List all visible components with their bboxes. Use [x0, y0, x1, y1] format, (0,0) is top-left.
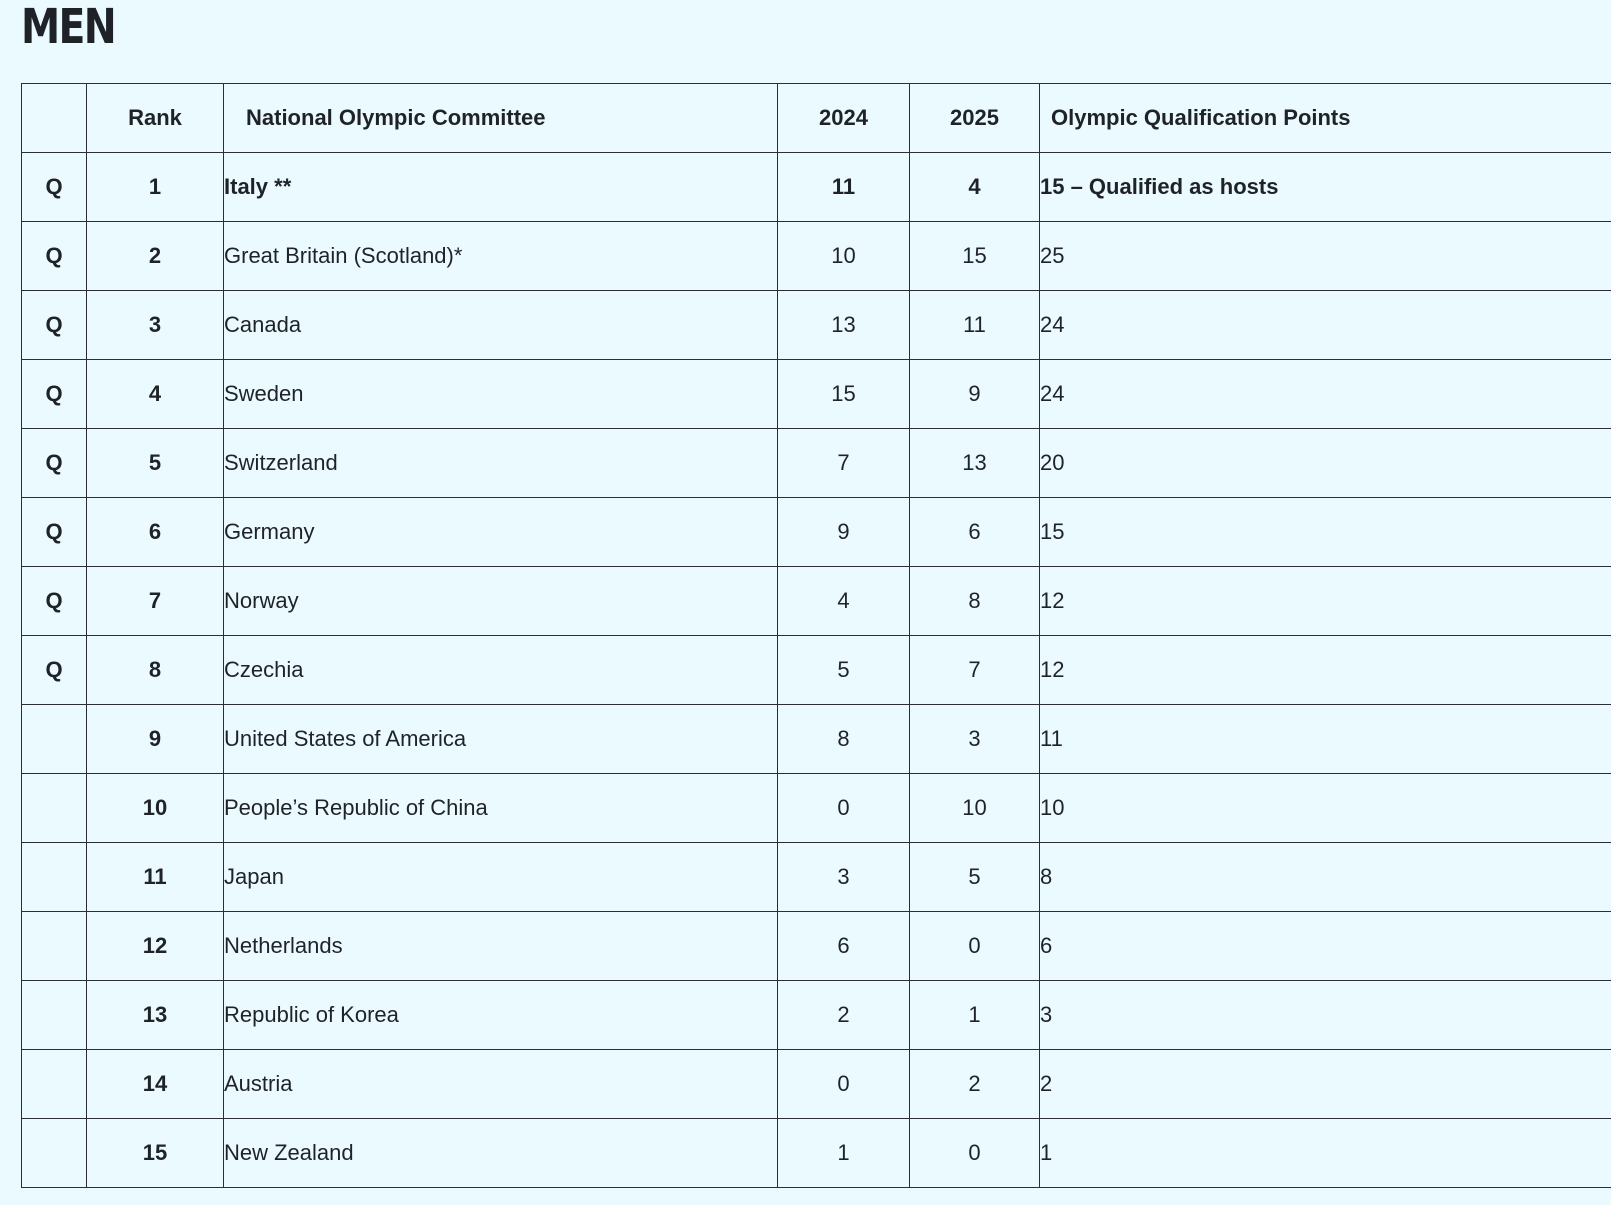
noc-cell: Netherlands	[224, 912, 778, 981]
points-2024-cell: 11	[778, 153, 910, 222]
qualified-cell	[22, 912, 87, 981]
header-points: Olympic Qualification Points	[1040, 84, 1611, 153]
total-points-cell: 6	[1040, 912, 1611, 981]
rank-cell: 9	[87, 705, 224, 774]
noc-cell: Japan	[224, 843, 778, 912]
total-points-cell: 15 – Qualified as hosts	[1040, 153, 1611, 222]
table-row	[22, 291, 1611, 360]
points-2025-cell: 13	[910, 429, 1040, 498]
header-rank: Rank	[87, 84, 224, 153]
table-row	[22, 1050, 1611, 1119]
qualified-cell: Q	[22, 636, 87, 705]
rank-cell: 14	[87, 1050, 224, 1119]
rank-cell: 3	[87, 291, 224, 360]
table-row	[22, 705, 1611, 774]
points-2024-cell: 7	[778, 429, 910, 498]
points-2024-cell: 1	[778, 1119, 910, 1188]
table-row	[22, 774, 1611, 843]
points-2025-cell: 0	[910, 912, 1040, 981]
total-points-cell: 1	[1040, 1119, 1611, 1188]
points-2024-cell: 0	[778, 774, 910, 843]
qualified-cell: Q	[22, 429, 87, 498]
noc-cell: People’s Republic of China	[224, 774, 778, 843]
points-2025-cell: 4	[910, 153, 1040, 222]
total-points-cell: 24	[1040, 291, 1611, 360]
rank-cell: 1	[87, 153, 224, 222]
table-row	[22, 843, 1611, 912]
points-2024-cell: 9	[778, 498, 910, 567]
header-qualified	[22, 84, 87, 153]
qualified-cell	[22, 1050, 87, 1119]
header-2025: 2025	[910, 84, 1040, 153]
header-row	[22, 84, 1611, 153]
table-row	[22, 429, 1611, 498]
total-points-cell: 24	[1040, 360, 1611, 429]
noc-cell: Austria	[224, 1050, 778, 1119]
qualified-cell	[22, 981, 87, 1050]
total-points-cell: 12	[1040, 567, 1611, 636]
table-row	[22, 567, 1611, 636]
page-title: MEN	[21, 0, 116, 55]
total-points-cell: 10	[1040, 774, 1611, 843]
points-2025-cell: 8	[910, 567, 1040, 636]
noc-cell: Canada	[224, 291, 778, 360]
qualified-cell: Q	[22, 567, 87, 636]
points-2025-cell: 9	[910, 360, 1040, 429]
noc-cell: Sweden	[224, 360, 778, 429]
noc-cell: Germany	[224, 498, 778, 567]
header-2024: 2024	[778, 84, 910, 153]
table-row	[22, 912, 1611, 981]
points-2025-cell: 5	[910, 843, 1040, 912]
total-points-cell: 15	[1040, 498, 1611, 567]
qualified-cell	[22, 843, 87, 912]
rank-cell: 4	[87, 360, 224, 429]
noc-cell: Norway	[224, 567, 778, 636]
points-2024-cell: 6	[778, 912, 910, 981]
points-2024-cell: 8	[778, 705, 910, 774]
noc-cell: Great Britain (Scotland)*	[224, 222, 778, 291]
noc-cell: United States of America	[224, 705, 778, 774]
rank-cell: 12	[87, 912, 224, 981]
points-2025-cell: 6	[910, 498, 1040, 567]
rank-cell: 2	[87, 222, 224, 291]
noc-cell: Italy **	[224, 153, 778, 222]
points-2024-cell: 13	[778, 291, 910, 360]
rank-cell: 8	[87, 636, 224, 705]
points-2025-cell: 0	[910, 1119, 1040, 1188]
points-2024-cell: 4	[778, 567, 910, 636]
total-points-cell: 12	[1040, 636, 1611, 705]
noc-cell: Switzerland	[224, 429, 778, 498]
rank-cell: 13	[87, 981, 224, 1050]
table-header	[22, 84, 1611, 153]
points-2024-cell: 2	[778, 981, 910, 1050]
total-points-cell: 8	[1040, 843, 1611, 912]
qualified-cell: Q	[22, 498, 87, 567]
rank-cell: 5	[87, 429, 224, 498]
points-2025-cell: 7	[910, 636, 1040, 705]
total-points-cell: 25	[1040, 222, 1611, 291]
points-2024-cell: 15	[778, 360, 910, 429]
points-2024-cell: 5	[778, 636, 910, 705]
rank-cell: 10	[87, 774, 224, 843]
qualified-cell	[22, 705, 87, 774]
qualified-cell: Q	[22, 222, 87, 291]
table-row	[22, 360, 1611, 429]
noc-cell: Republic of Korea	[224, 981, 778, 1050]
points-2025-cell: 10	[910, 774, 1040, 843]
points-2024-cell: 10	[778, 222, 910, 291]
table-row	[22, 1119, 1611, 1188]
points-2025-cell: 11	[910, 291, 1040, 360]
points-2025-cell: 1	[910, 981, 1040, 1050]
rank-cell: 6	[87, 498, 224, 567]
noc-cell: Czechia	[224, 636, 778, 705]
table-row	[22, 153, 1611, 222]
qualified-cell: Q	[22, 291, 87, 360]
points-2025-cell: 3	[910, 705, 1040, 774]
table-row	[22, 222, 1611, 291]
table-row	[22, 498, 1611, 567]
points-2025-cell: 2	[910, 1050, 1040, 1119]
qualified-cell: Q	[22, 360, 87, 429]
qualified-cell	[22, 774, 87, 843]
qualified-cell: Q	[22, 153, 87, 222]
rank-cell: 11	[87, 843, 224, 912]
total-points-cell: 20	[1040, 429, 1611, 498]
points-2025-cell: 15	[910, 222, 1040, 291]
points-2024-cell: 3	[778, 843, 910, 912]
table-row	[22, 636, 1611, 705]
table-body	[22, 153, 1611, 1188]
qualified-cell	[22, 1119, 87, 1188]
noc-cell: New Zealand	[224, 1119, 778, 1188]
rank-cell: 15	[87, 1119, 224, 1188]
standings-table	[21, 83, 1611, 1188]
rank-cell: 7	[87, 567, 224, 636]
total-points-cell: 2	[1040, 1050, 1611, 1119]
table-row	[22, 981, 1611, 1050]
points-2024-cell: 0	[778, 1050, 910, 1119]
total-points-cell: 11	[1040, 705, 1611, 774]
header-noc: National Olympic Committee	[224, 84, 778, 153]
total-points-cell: 3	[1040, 981, 1611, 1050]
